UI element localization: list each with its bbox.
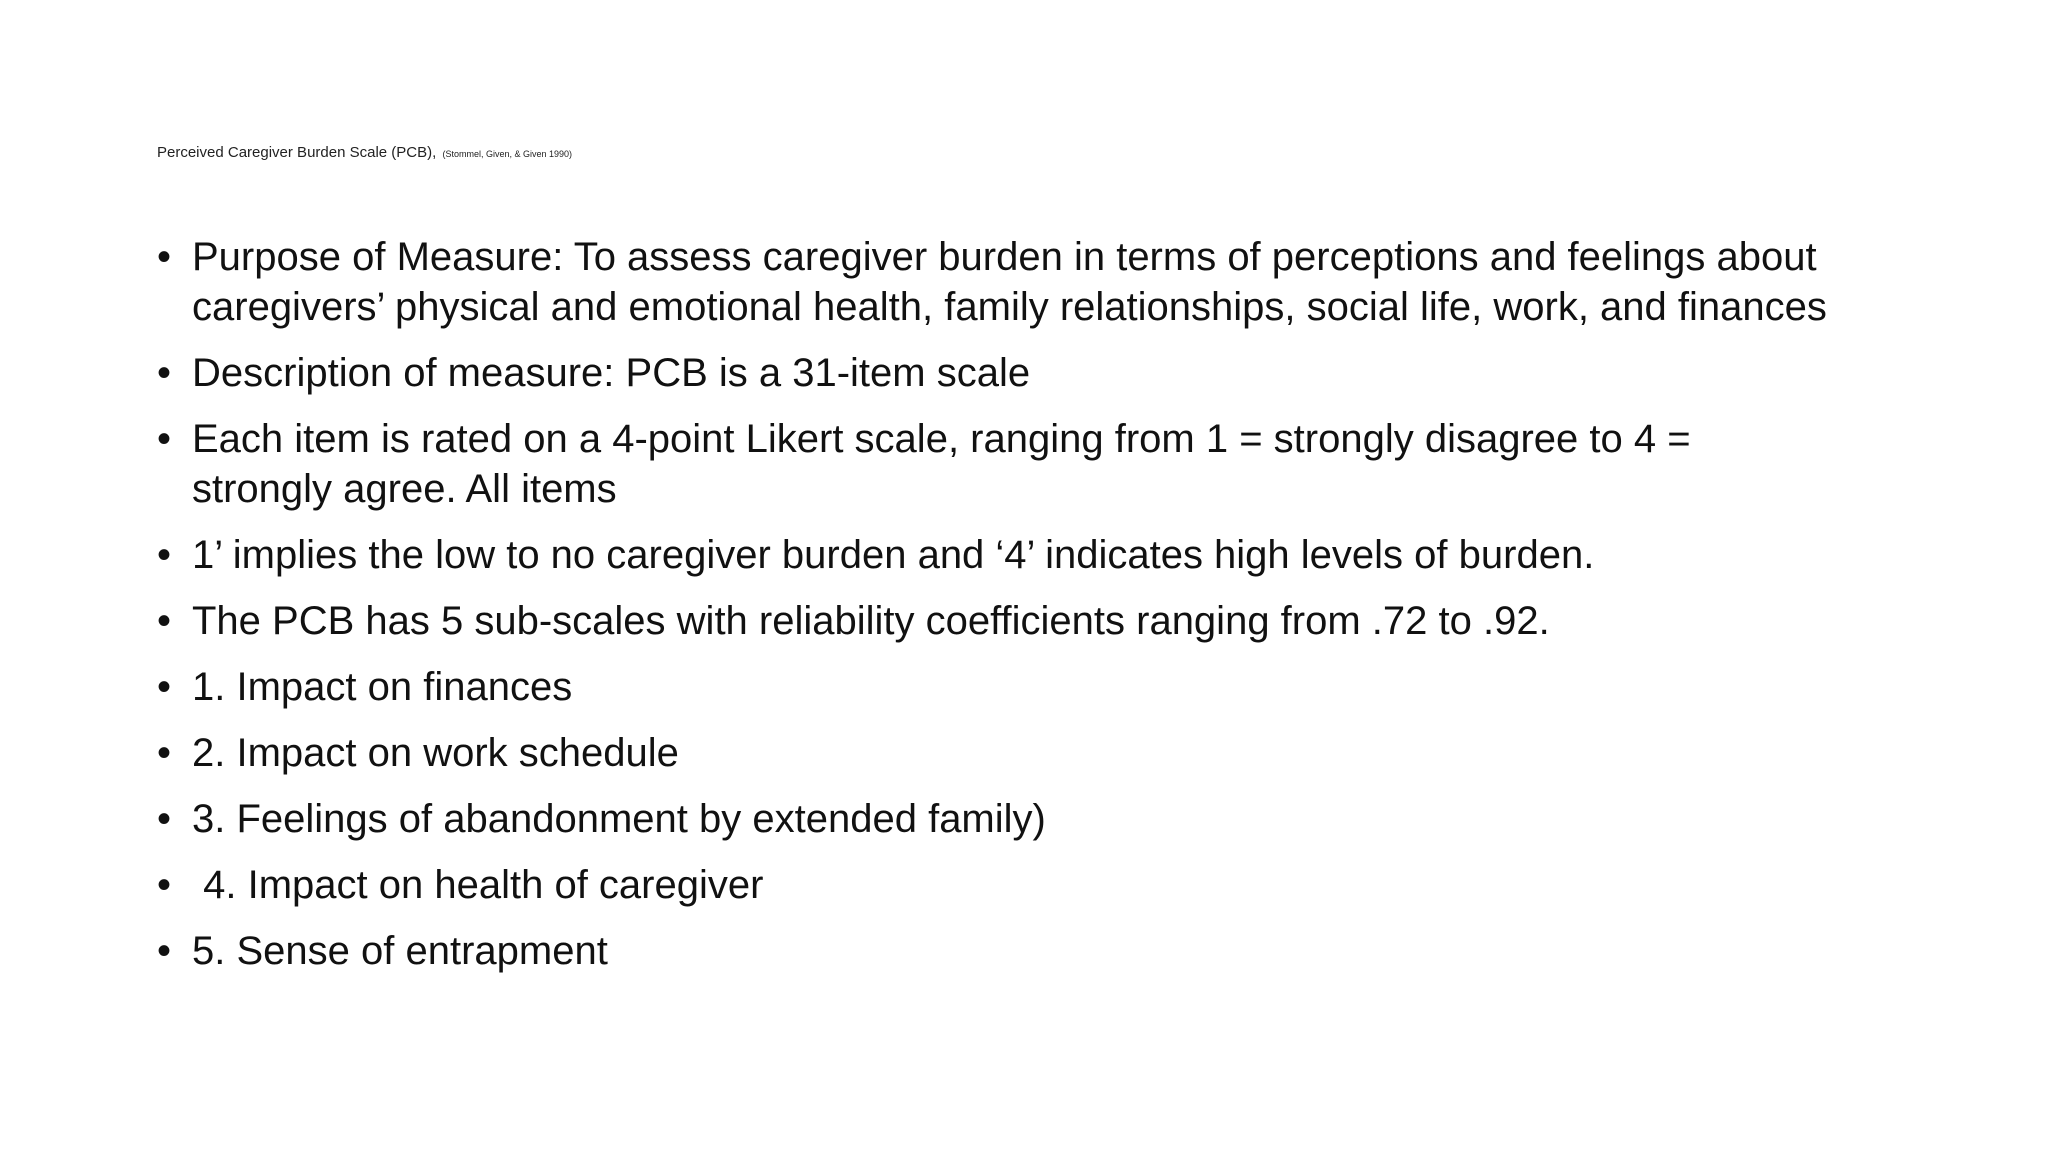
title-citation: (Stommel, Given, & Given 1990) xyxy=(442,149,573,159)
bullet-rating xyxy=(157,414,1917,514)
bullet-icon: • xyxy=(157,599,172,643)
bullet-icon: • xyxy=(157,929,172,973)
bullet-text: 1. Impact on finances xyxy=(192,665,573,709)
bullet-purpose xyxy=(157,232,1917,332)
bullet-icon: • xyxy=(157,797,172,841)
bullet-icon: • xyxy=(157,235,172,279)
bullet-text: 1’ implies the low to no caregiver burden and ‘4’ indicates high levels of burden. xyxy=(192,533,1595,577)
bullet-icon: • xyxy=(157,863,172,907)
bullet-interpretation xyxy=(157,530,1917,580)
bullet-description xyxy=(157,348,1917,398)
bullet-text: 5. Sense of entrapment xyxy=(192,929,608,973)
slide-title xyxy=(157,143,572,164)
bullet-text: Each item is rated on a 4-point Likert scale, ranging from 1 = strongly disagree to 4 = strongly agree. All items xyxy=(192,417,1691,511)
bullet-subscale-2 xyxy=(157,728,1917,778)
title-text: Perceived Caregiver Burden Scale (PCB), xyxy=(157,144,437,161)
bullet-text: Description of measure: PCB is a 31-item scale xyxy=(192,351,1031,395)
bullet-subscales xyxy=(157,596,1917,646)
bullet-subscale-5 xyxy=(157,926,1917,976)
bullet-icon: • xyxy=(157,731,172,775)
bullet-subscale-3 xyxy=(157,794,1917,844)
bullet-text: The PCB has 5 sub-scales with reliability coefficients ranging from .72 to .92. xyxy=(192,599,1550,643)
bullet-text: 2. Impact on work schedule xyxy=(192,731,679,775)
bullet-subscale-1 xyxy=(157,662,1917,712)
bullet-list xyxy=(157,232,1917,992)
bullet-text: Purpose of Measure: To assess caregiver burden in terms of perceptions and feelings about caregivers’ physical and emotional health, family relationships, social life, work, and finances xyxy=(192,235,1827,329)
bullet-icon: • xyxy=(157,351,172,395)
bullet-icon: • xyxy=(157,417,172,461)
bullet-icon: • xyxy=(157,533,172,577)
bullet-text: 4. Impact on health of caregiver xyxy=(192,863,764,907)
bullet-text: 3. Feelings of abandonment by extended family) xyxy=(192,797,1046,841)
bullet-subscale-4 xyxy=(157,860,1917,910)
bullet-icon: • xyxy=(157,665,172,709)
